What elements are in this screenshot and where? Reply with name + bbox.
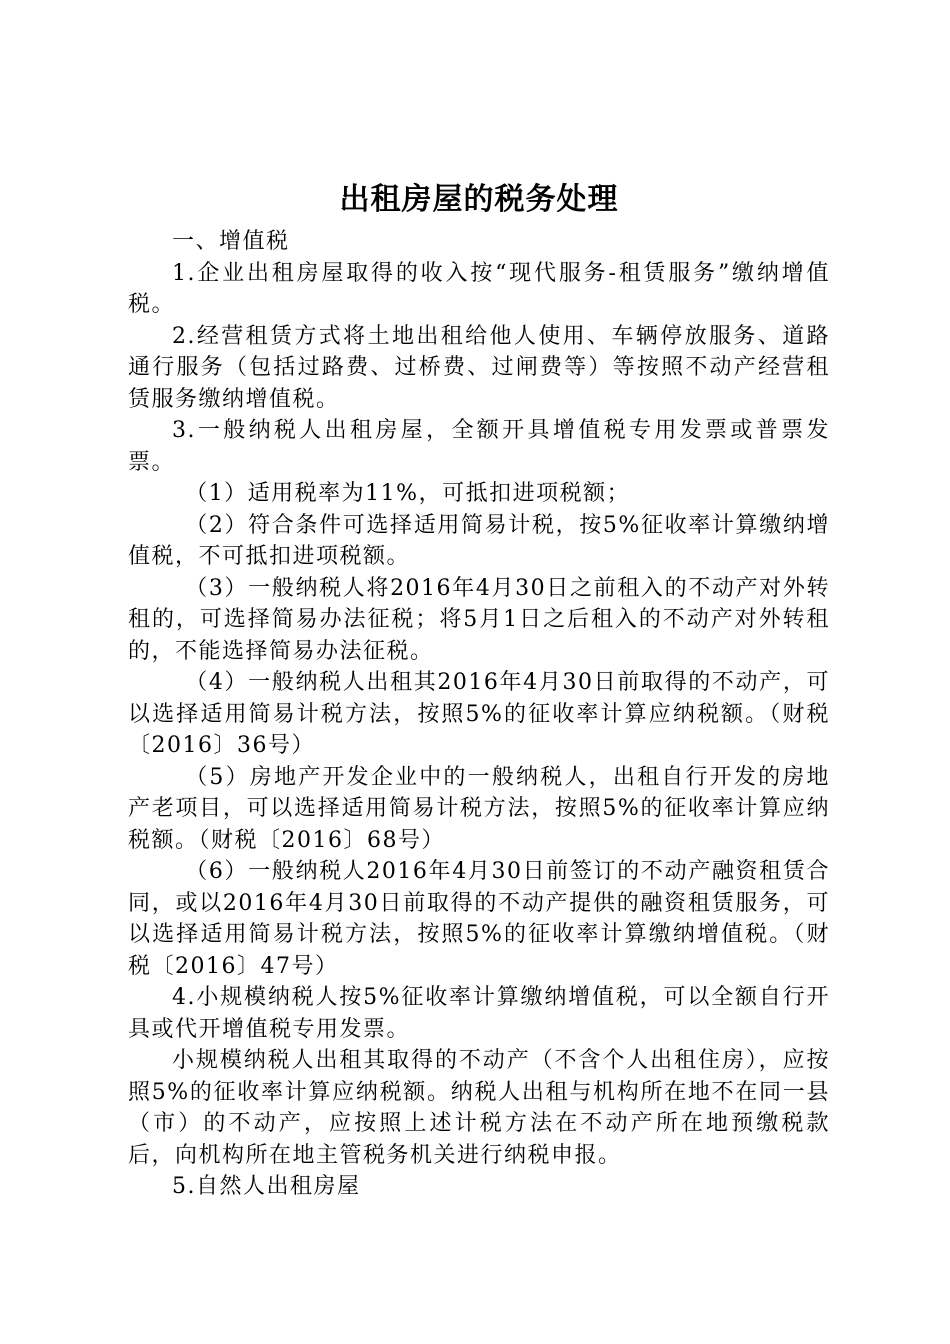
paragraph-3: 3.一般纳税人出租房屋，全额开具增值税专用发票或普票发票。 [128, 418, 830, 475]
paragraph-5: 5.自然人出租房屋 [172, 1174, 361, 1199]
paragraph-3-item-4: （4）一般纳税人出租其2016年4月30日前取得的不动产，可以选择适用简易计税方法，按照5%的征收率计算应纳税额。（财税〔2016〕36号） [128, 670, 830, 758]
paragraph-3-item-2: （2）符合条件可选择适用简易计税，按5%征收率计算缴纳增值税，不可抵扣进项税额。 [128, 512, 830, 569]
section-heading-vat: 一、增值税 [172, 229, 290, 254]
paragraph-3-item-6: （6）一般纳税人2016年4月30日前签订的不动产融资租赁合同，或以2016年4月30日前取得的不动产提供的融资租赁服务，可以选择适用简易计税方法，按照5%的征收率计算缴纳增值税。（财税〔2016〕47号） [128, 859, 830, 979]
paragraph-3-item-1: （1）适用税率为11%，可抵扣进项税额； [185, 481, 631, 506]
document-title: 出租房屋的税务处理 [339, 182, 619, 217]
document-page [128, 180, 830, 1203]
paragraph-3-item-3: （3）一般纳税人将2016年4月30日之前租入的不动产对外转租的，可选择简易办法征税；将5月1日之后租入的不动产对外转租的，不能选择简易办法征税。 [128, 575, 830, 664]
paragraph-3-item-5: （5）房地产开发企业中的一般纳税人，出租自行开发的房地产老项目，可以选择适用简易计税方法，按照5%的征收率计算应纳税额。（财税〔2016〕68号） [128, 764, 830, 853]
paragraph-4: 4.小规模纳税人按5%征收率计算缴纳增值税，可以全额自行开具或代开增值税专用发票。 [128, 985, 830, 1042]
paragraph-1: 1.企业出租房屋取得的收入按“现代服务-租赁服务”缴纳增值税。 [128, 260, 830, 317]
paragraph-4-detail: 小规模纳税人出租其取得的不动产（不含个人出租住房），应按照5%的征收率计算应纳税额。纳税人出租与机构所在地不在同一县（市）的不动产，应按照上述计税方法在不动产所在地预缴税款后，向机构所在地主管税务机关进行纳税申报。 [128, 1048, 830, 1168]
paragraph-2: 2.经营租赁方式将土地出租给他人使用、车辆停放服务、道路通行服务（包括过路费、过桥费、过闸费等）等按照不动产经营租赁服务缴纳增值税。 [128, 323, 830, 412]
